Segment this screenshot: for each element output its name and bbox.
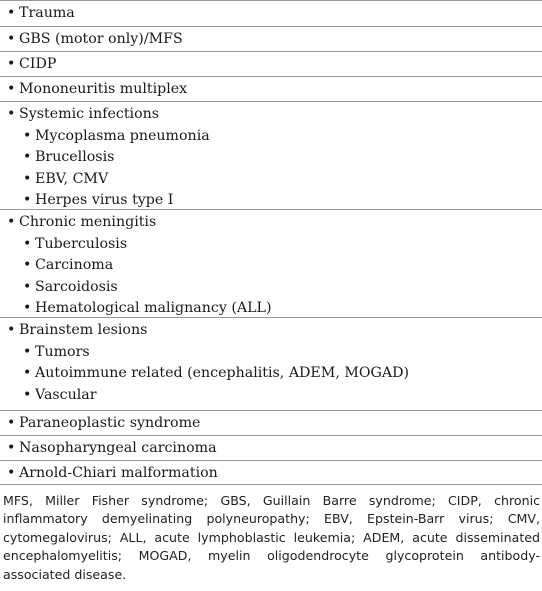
- bullet-icon: •: [23, 127, 32, 144]
- bullet-icon: •: [7, 5, 16, 21]
- table-row: [0, 26, 542, 51]
- list-item: [7, 321, 147, 339]
- item-text: Brainstem lesions: [19, 322, 148, 338]
- bullet-icon: •: [23, 278, 32, 295]
- item-text: CIDP: [19, 56, 57, 72]
- item-text: Chronic meningitis: [19, 214, 157, 230]
- list-item: [7, 414, 200, 432]
- bullet-icon: •: [23, 149, 32, 165]
- list-subitem: [23, 364, 409, 382]
- table-row: [0, 76, 542, 101]
- list-subitem: [23, 343, 90, 361]
- item-text: Arnold-Chiari malformation: [19, 465, 218, 481]
- list-item: [7, 464, 218, 482]
- table-row: [0, 51, 542, 76]
- list-subitem: [23, 235, 127, 253]
- list-item: [7, 55, 56, 73]
- subitem-text: Tuberculosis: [35, 235, 128, 252]
- bullet-icon: •: [7, 56, 16, 72]
- bullet-icon: •: [23, 235, 32, 252]
- list-subitem: [23, 170, 108, 188]
- bullet-icon: •: [7, 214, 16, 230]
- bullet-icon: •: [7, 440, 16, 456]
- bullet-icon: •: [7, 106, 16, 122]
- subitem-text: Brucellosis: [35, 149, 115, 165]
- table-row: [0, 209, 542, 317]
- list-subitem: [23, 299, 272, 317]
- bullet-icon: •: [23, 192, 32, 208]
- list-subitem: [23, 278, 118, 296]
- item-text: Mononeuritis multiplex: [19, 81, 188, 97]
- list-item: [7, 80, 187, 98]
- bullet-icon: •: [23, 300, 32, 316]
- list-item: [7, 105, 159, 123]
- table-row: [0, 435, 542, 460]
- bullet-icon: •: [7, 415, 16, 431]
- table-row: [0, 101, 542, 209]
- subitem-text: Hematological malignancy (ALL): [35, 300, 272, 316]
- bullet-icon: •: [23, 257, 32, 273]
- table-row: [0, 460, 542, 485]
- subitem-text: Autoimmune related (encephalitis, ADEM, MOGAD): [35, 365, 409, 381]
- list-item: [7, 4, 75, 22]
- bullet-icon: •: [23, 343, 32, 360]
- subitem-text: Sarcoidosis: [35, 278, 118, 295]
- subitem-text: Tumors: [35, 343, 90, 360]
- list-item: [7, 213, 156, 231]
- bullet-icon: •: [7, 322, 16, 338]
- list-item: [7, 30, 183, 48]
- bullet-icon: •: [23, 170, 32, 187]
- bullet-icon: •: [23, 386, 32, 403]
- table-footnote: MFS, Miller Fisher syndrome; GBS, Guillain Barre syndrome; CIDP, chronic inflammatory demyelinating polyneuropathy; EBV, Epstein-Barr virus; CMV, cytomegalovirus; ALL, acute lymphoblastic leukemia; ADEM, acute disseminated encephalomyelitis; MOGAD, myelin oligodendrocyte glycoprotein antibody-associated disease.: [3, 493, 540, 582]
- bullet-icon: •: [7, 465, 16, 481]
- bullet-icon: •: [7, 31, 16, 47]
- list-item: [7, 439, 217, 457]
- subitem-text: Vascular: [35, 386, 97, 403]
- item-text: GBS (motor only)/MFS: [19, 31, 183, 47]
- table-row: [0, 410, 542, 435]
- table-row: [0, 0, 542, 26]
- subitem-text: Mycoplasma pneumonia: [35, 127, 210, 144]
- item-text: Nasopharyngeal carcinoma: [19, 440, 217, 456]
- item-text: Systemic infections: [19, 106, 160, 122]
- list-subitem: [23, 256, 113, 274]
- list-subitem: [23, 148, 114, 166]
- list-subitem: [23, 127, 210, 145]
- bullet-icon: •: [23, 365, 32, 381]
- bullet-icon: •: [7, 81, 16, 97]
- subitem-text: EBV, CMV: [35, 170, 109, 187]
- list-subitem: [23, 191, 173, 209]
- subitem-text: Carcinoma: [35, 257, 114, 273]
- item-text: Paraneoplastic syndrome: [19, 415, 201, 431]
- subitem-text: Herpes virus type I: [35, 192, 174, 208]
- list-subitem: [23, 386, 97, 404]
- table-row: [0, 317, 542, 410]
- item-text: Trauma: [19, 5, 75, 21]
